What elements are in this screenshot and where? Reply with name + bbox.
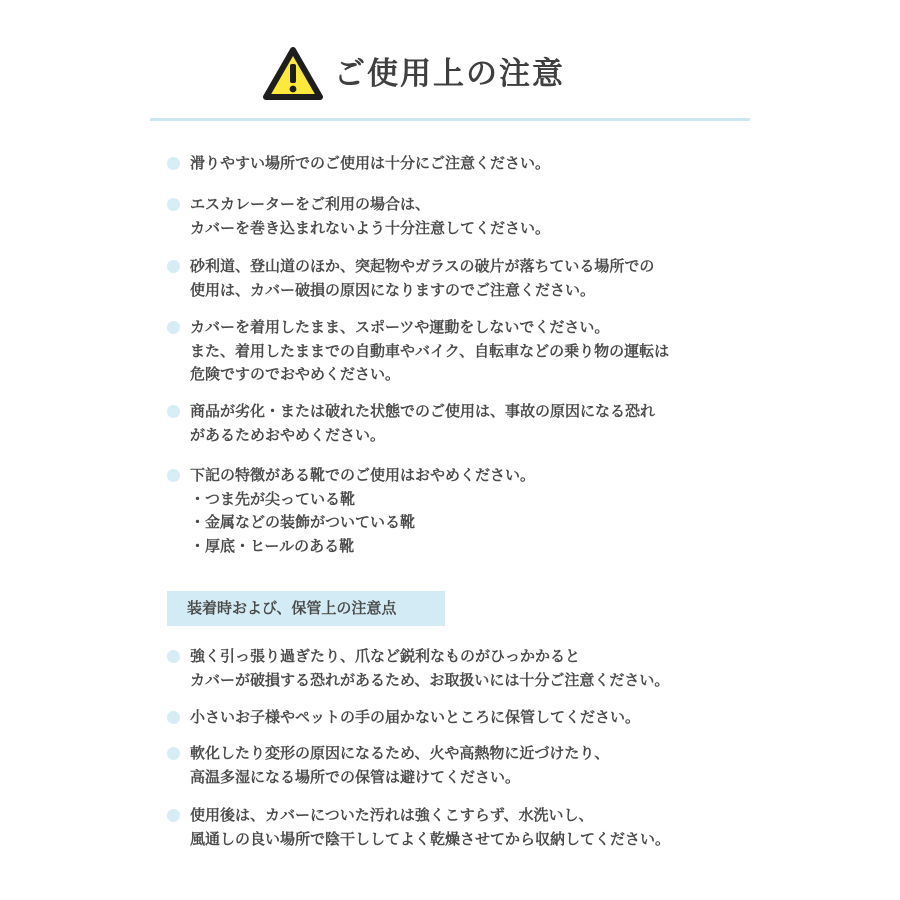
page-title: ご使用上の注意 bbox=[334, 56, 565, 92]
item-line: ・つま先が尖っている靴 bbox=[190, 489, 356, 508]
title-divider bbox=[150, 118, 750, 121]
item-line: があるためおやめください。 bbox=[190, 425, 386, 444]
item-line: ・金属などの装飾がついている靴 bbox=[190, 513, 416, 531]
item-line: 軟化したり変形の原因になるため、火や高熱物に近づけたり、 bbox=[190, 744, 610, 762]
item-line: 風通しの良い場所で陰干ししてよく乾燥させてから収納してください。 bbox=[190, 829, 671, 848]
warning-icon bbox=[262, 46, 324, 102]
item-line: 使用は、カバー破損の原因になりますのでご注意ください。 bbox=[190, 280, 596, 299]
item-line: 小さいお子様やペットの手の届かないところに保管してください。 bbox=[190, 708, 641, 726]
page-header bbox=[150, 44, 750, 108]
bullet-dot bbox=[167, 405, 180, 418]
item-line: エスカレーターをご利用の場合は、 bbox=[190, 195, 431, 213]
item-line: 砂利道、登山道のほか、突起物やガラスの破片が落ちている場所での bbox=[190, 257, 655, 275]
item-line: カバーを着用したまま、スポーツや運動をしないでください。 bbox=[190, 318, 610, 336]
bullet-dot bbox=[167, 260, 180, 273]
item-line: ・厚底・ヒールのある靴 bbox=[190, 536, 355, 555]
item-line: 高温多湿になる場所での保管は避けてください。 bbox=[190, 767, 521, 786]
bullet-dot bbox=[167, 469, 180, 482]
item-line: 強く引っ張り過ぎたり、爪など鋭利なものがひっかかると bbox=[190, 647, 581, 665]
bullet-dot bbox=[167, 809, 180, 822]
bullet-dot bbox=[167, 157, 180, 170]
item-line: 滑りやすい場所でのご使用は十分にご注意ください。 bbox=[190, 154, 551, 172]
bullet-dot bbox=[167, 321, 180, 334]
item-line: また、着用したままでの自動車やバイク、自転車などの乗り物の運転は bbox=[190, 341, 670, 360]
bullet-dot bbox=[167, 650, 180, 663]
bullet-dot bbox=[167, 711, 180, 724]
item-line: カバーを巻き込まれないよう十分注意してください。 bbox=[190, 218, 551, 237]
item-line: 商品が劣化・または破れた状態でのご使用は、事故の原因になる恐れ bbox=[190, 402, 656, 420]
bullet-dot bbox=[167, 747, 180, 760]
item-line: 下記の特徴がある靴でのご使用はおやめください。 bbox=[190, 466, 536, 484]
item-line: カバーが破損する恐れがあるため、お取扱いには十分ご注意ください。 bbox=[190, 670, 670, 689]
item-line: 使用後は、カバーについた汚れは強くこすらず、水洗いし、 bbox=[190, 806, 594, 824]
section-heading-text: 装着時および、保管上の注意点 bbox=[187, 599, 397, 617]
bullet-dot bbox=[167, 198, 180, 211]
section-heading bbox=[167, 591, 445, 626]
item-line: 危険ですのでおやめください。 bbox=[190, 365, 401, 383]
